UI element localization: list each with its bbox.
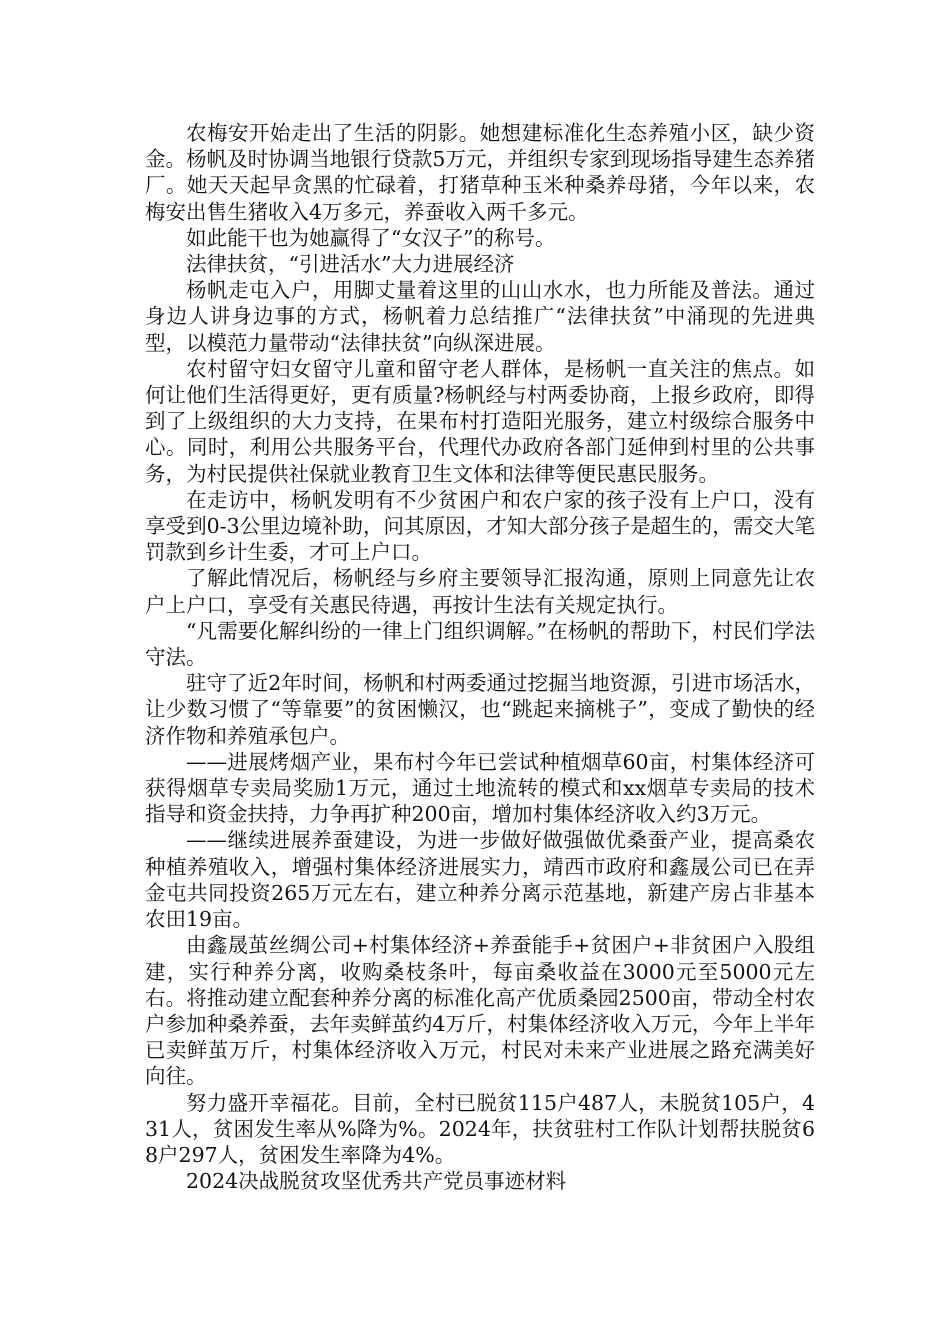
section-heading: 法律扶贫，“引进活水”大力进展经济 [186, 252, 515, 277]
paragraph: 由鑫晟茧丝绸公司+村集体经济+养蚕能手+贫困户+非贫困户入股组建，实行种养分离，收购桑枝条叶，每亩桑收益在3000元至5000元左右。将推动建立配套种养分离的标准化高产优质桑园2500亩，带动全村农户参加种桑养蚕，去年卖鲜茧约4万斤，村集体经济收入万元，今年上半年已卖鲜茧万斤，村集体经济收入万元，村民对未来产业进展之路充满美好向往。 [145, 933, 815, 1089]
paragraph: 努力盛开幸福花。目前，全村已脱贫115户487人，未脱贫105户，431人，贫困发生率从%降为%。2024年，扶贫驻村工作队计划帮扶脱贫68户297人，贫困发生率降为4%。 [145, 1090, 815, 1167]
paragraph: 驻守了近2年时间，杨帆和村两委通过挖掘当地资源，引进市场活水，让少数习惯了“等靠要”的贫困懒汉，也“跳起来摘桃子”，变成了勤快的经济作物和养殖承包户。 [145, 671, 815, 748]
paragraph: 如此能干也为她赢得了“女汉子”的称号。 [186, 225, 556, 250]
paragraph: 农村留守妇女留守儿童和留守老人群体，是杨帆一直关注的焦点。如何让他们生活得更好，更有质量?杨帆经与村两委协商，上报乡政府，即得到了上级组织的大力支持，在果布村打造阳光服务，建立村级综合服务中心。同时，利用公共服务平台，代理代办政府各部门延伸到村里的公共事务，为村民提供社保就业教育卫生文体和法律等便民惠民服务。 [145, 356, 815, 486]
paragraph: 杨帆走屯入户，用脚丈量着这里的山山水水，也力所能及普法。通过身边人讲身边事的方式，杨帆着力总结推广“法律扶贫”中涌现的先进典型，以模范力量带动“法律扶贫”向纵深进展。 [145, 278, 815, 355]
paragraph: 了解此情况后，杨帆经与乡府主要领导汇报沟通，原则上同意先让农户上户口，享受有关惠民待遇，再按计生法有关规定执行。 [145, 566, 815, 617]
document-title-line: 2024决战脱贫攻坚优秀共产党员事迹材料 [186, 1169, 567, 1194]
document-body [145, 120, 815, 1194]
paragraph: ——进展烤烟产业，果布村今年已尝试种植烟草60亩，村集体经济可获得烟草专卖局奖励1万元，通过土地流转的模式和xx烟草专卖局的技术指导和资金扶持，力争再扩种200亩，增加村集体经济收入约3万元。 [145, 749, 815, 827]
paragraph: 农梅安开始走出了生活的阴影。她想建标准化生态养殖小区，缺少资金。杨帆及时协调当地银行贷款5万元，并组织专家到现场指导建生态养猪厂。她天天起早贪黑的忙碌着，打猪草种玉米种桑养母猪，今年以来，农梅安出售生猪收入4万多元，养蚕收入两千多元。 [145, 121, 815, 224]
paragraph: 在走访中，杨帆发明有不少贫困户和农户家的孩子没有上户口，没有享受到0-3公里边境补助，问其原因，才知大部分孩子是超生的，需交大笔罚款到乡计生委，才可上户口。 [145, 487, 815, 565]
paragraph: ——继续进展养蚕建设，为进一步做好做强做优桑蚕产业，提高桑农种植养殖收入，增强村集体经济进展实力，靖西市政府和鑫晟公司已在弄金屯共同投资265万元左右，建立种养分离示范基地，新建产房占非基本农田19亩。 [145, 828, 815, 932]
paragraph: “凡需要化解纠纷的一律上门组织调解。”在杨帆的帮助下，村民们学法守法。 [145, 618, 815, 670]
